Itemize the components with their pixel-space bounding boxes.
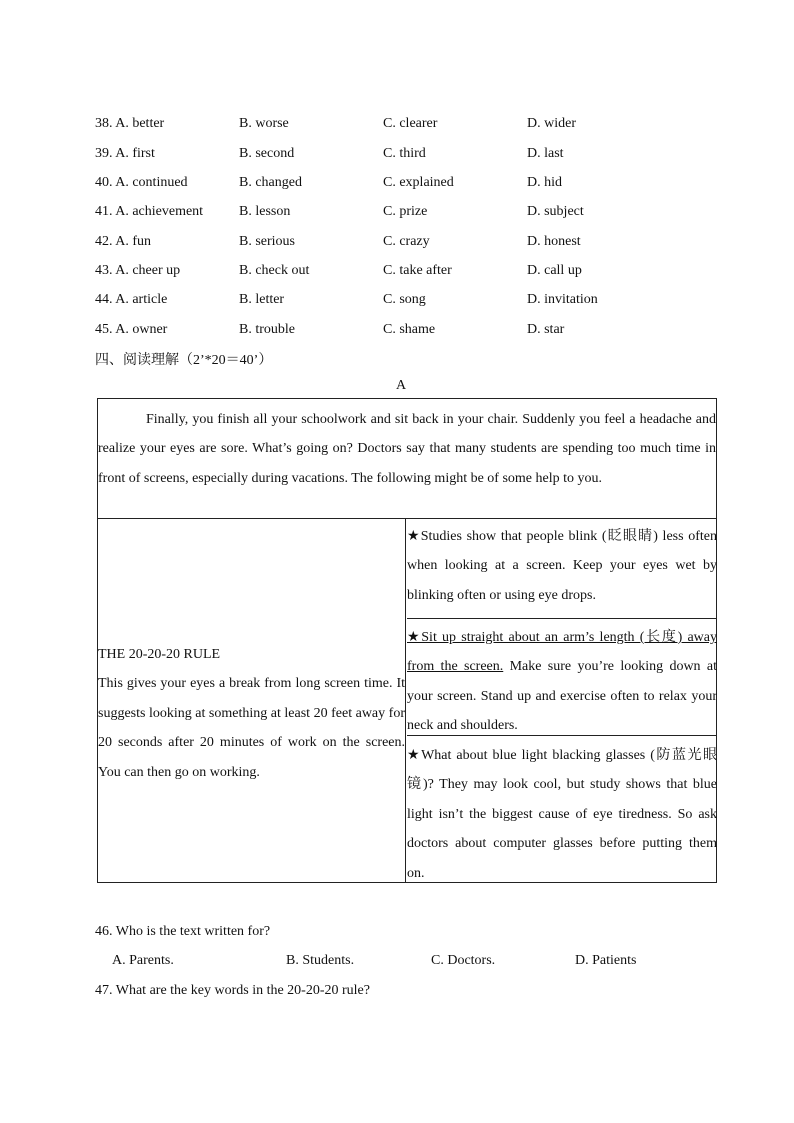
option-c: C. crazy [383, 234, 430, 249]
option-d: D. last [527, 146, 564, 161]
option-a: 45. A. owner [95, 322, 168, 337]
rule-text: This gives your eyes a break from long screen time. It suggests looking at something at least 20 feet away for 20 seconds after 20 minutes of work on the screen. You can then go on working. [98, 676, 405, 780]
option-b: B. trouble [239, 322, 295, 337]
option-a: 41. A. achievement [95, 204, 204, 219]
tip-posture-rest: Make sure you’re looking down at your screen. Stand up and exercise often to relax your neck and shoulders. [407, 659, 717, 734]
option-c: C. song [383, 292, 426, 307]
option-a: 42. A. fun [95, 234, 151, 249]
option-c: C. shame [383, 322, 436, 337]
tip-posture-underlined: ★Sit up straight about an arm’s length (长度) away from the screen. [407, 630, 717, 675]
option-a: 39. A. first [95, 146, 155, 161]
question-47: 47. What are the key words in the 20-20-20 rule? [95, 983, 370, 998]
option-c: C. explained [383, 175, 454, 190]
q46-option-a: A. Parents. [112, 953, 174, 968]
option-row-41 [95, 204, 655, 224]
option-b: B. changed [239, 175, 302, 190]
option-b: B. letter [239, 292, 285, 307]
rule-cell [98, 519, 406, 882]
option-d: D. hid [527, 175, 562, 190]
option-row-43 [95, 263, 655, 283]
option-d: D. honest [527, 234, 581, 249]
q46-option-b: B. Students. [286, 953, 355, 968]
q46-option-d: D. Patients [575, 953, 637, 968]
tip-blue-light: ★What about blue light blacking glasses (防蓝光眼镜)? They may look cool, but study shows that blue light isn’t the biggest cause of eye tiredness. So ask doctors about computer glasses before putting them on. [407, 748, 717, 881]
option-row-39 [95, 146, 655, 166]
option-row-45 [95, 322, 655, 342]
option-row-38 [95, 116, 655, 136]
option-row-44 [95, 292, 655, 312]
tip-posture [407, 619, 717, 736]
option-row-42 [95, 234, 655, 254]
option-b: B. check out [239, 263, 310, 278]
intro-paragraph [98, 399, 716, 519]
option-b: B. second [239, 146, 295, 161]
option-a: 38. A. better [95, 116, 165, 131]
option-c: C. take after [383, 263, 452, 278]
passage-table [97, 398, 717, 883]
rule-title: THE 20-20-20 RULE [98, 647, 221, 662]
option-a: 40. A. continued [95, 175, 188, 190]
tip-blinking: ★Studies show that people blink (眨眼睛) less often when looking at a screen. Keep your eyes wet by blinking often or using eye drops. [407, 519, 717, 619]
option-row-40 [95, 175, 655, 195]
q46-option-c: C. Doctors. [431, 953, 496, 968]
option-d: D. invitation [527, 292, 598, 307]
question-46: 46. Who is the text written for? [95, 924, 271, 939]
option-b: B. worse [239, 116, 289, 131]
option-a: 44. A. article [95, 292, 168, 307]
option-d: D. subject [527, 204, 584, 219]
rule-block [98, 640, 405, 787]
option-d: D. star [527, 322, 565, 337]
option-c: C. clearer [383, 116, 438, 131]
section-heading: 四、阅读理解（2’*20＝40’） [95, 353, 273, 368]
option-d: D. call up [527, 263, 582, 278]
intro-text: Finally, you finish all your schoolwork and sit back in your chair. Suddenly you feel a headache and realize your eyes are sore. What’s going on? Doctors say that many students are spending too much time in front of screens, especially during vacations. The following might be of some help to you. [98, 412, 716, 486]
option-c: C. third [383, 146, 426, 161]
option-d: D. wider [527, 116, 576, 131]
passage-label: A [396, 378, 407, 393]
option-c: C. prize [383, 204, 428, 219]
option-a: 43. A. cheer up [95, 263, 181, 278]
option-b: B. lesson [239, 204, 291, 219]
option-b: B. serious [239, 234, 295, 249]
